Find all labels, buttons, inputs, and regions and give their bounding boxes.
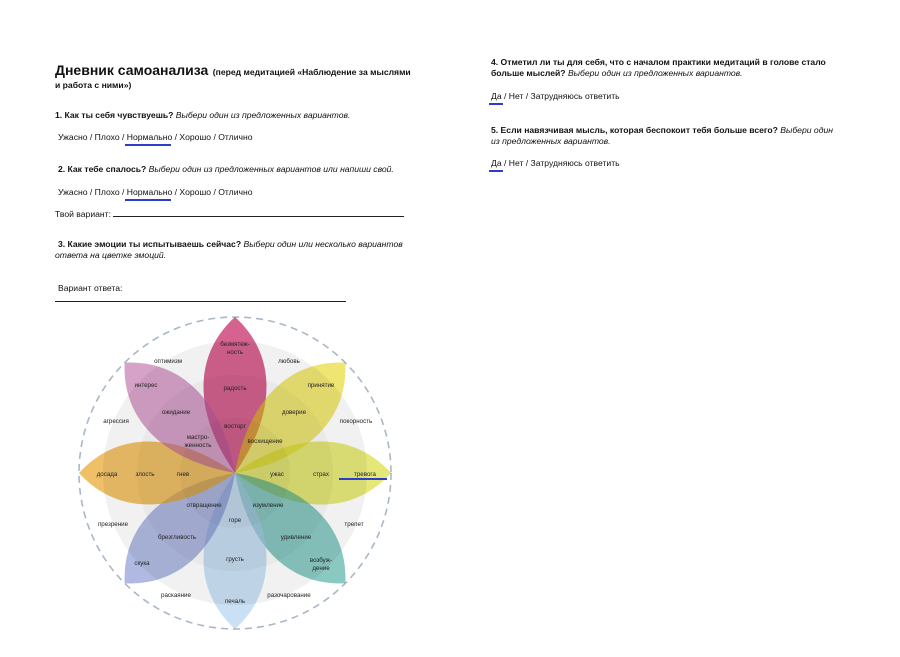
label-optimism[interactable]: оптимизм [154,358,182,365]
label-acceptance[interactable]: принятие [307,382,335,389]
label-terror[interactable]: ужас [270,471,284,478]
label-disapproval[interactable]: разочарование [267,592,311,599]
q3-hint-line2: ответа на цветке эмоций. [55,250,167,260]
label-remorse[interactable]: раскаяние [161,592,191,599]
title-sub-line2: и работа с ними») [55,80,132,90]
label-anger[interactable]: злость [135,471,155,478]
label-distraction-2[interactable]: дение [312,565,330,572]
label-rage[interactable]: гнев [176,471,190,478]
q2-own-label: Твой вариант: [55,209,111,219]
q2-question: 2. Как тебе спалось? Выбери один из предложенных вариантов или напиши свой. [58,164,394,174]
wheel-petals [79,317,391,629]
label-apprehension[interactable]: тревога [354,471,376,478]
q4-options: Да / Нет / Затрудняюсь ответить [491,91,620,101]
label-interest[interactable]: интерес [134,382,158,389]
label-amazement[interactable]: изумление [252,502,284,509]
q2-selected-underline [125,199,171,201]
q2-options: Ужасно / Плохо / Нормально / Хорошо / Отлично [58,187,253,197]
q1-question: 1. Как ты себя чувствуешь? Выбери один из предложенных вариантов. [55,110,351,120]
label-vigilance-1[interactable]: мастро- [186,434,210,441]
q4-question-line1: 4. Отметил ли ты для себя, что с началом практики медитаций в голове стало [491,57,826,67]
label-grief[interactable]: горе [228,517,242,524]
q1-selected-underline [125,144,171,146]
label-serenity-1[interactable]: безмятеж- [220,341,250,348]
label-fear[interactable]: страх [313,471,329,478]
label-admiration[interactable]: восхищение [247,438,283,445]
q5-question: 5. Если навязчивая мысль, которая беспокоит тебя больше всего? Выбери один [491,125,833,135]
label-joy[interactable]: радость [223,385,247,392]
label-awe[interactable]: трепет [344,521,364,528]
label-boredom[interactable]: скука [134,560,150,567]
q4-question-line2: больше мыслей? Выбери один из предложенных вариантов. [491,68,743,78]
label-serenity-2[interactable]: ность [226,349,244,356]
q5-selected-underline [489,170,503,172]
q2-own-answer-line[interactable] [113,216,404,217]
q3-answer-line[interactable] [55,301,346,302]
q1-options: Ужасно / Плохо / Нормально / Хорошо / Отлично [58,132,253,142]
label-trust[interactable]: доверие [281,409,307,416]
title-main: Дневник самоанализа [55,62,209,78]
label-sadness[interactable]: грусть [226,556,244,563]
label-submission[interactable]: покорность [339,418,373,425]
label-annoyance[interactable]: досада [96,471,118,478]
q3-question: 3. Какие эмоции ты испытываешь сейчас? Выбери один или несколько вариантов [58,239,403,249]
q4-selected-underline [489,103,503,105]
label-loathing[interactable]: отвращение [186,502,222,509]
label-love[interactable]: любовь [278,358,300,365]
q5-options: Да / Нет / Затрудняюсь ответить [491,158,620,168]
label-distraction-1[interactable]: возбуж- [309,557,333,564]
label-contempt[interactable]: презрение [97,521,129,528]
q3-answer-label: Вариант ответа: [58,283,123,293]
title-sub-line1: (перед медитацией «Наблюдение за мыслями [212,67,411,77]
q5-hint-line2: из предложенных вариантов. [491,136,611,146]
label-disgust[interactable]: брезгливость [157,534,197,541]
label-vigilance-2[interactable]: женность [184,442,212,449]
emotion-wheel [70,310,400,640]
label-surprise[interactable]: удивление [280,534,312,541]
document-title [55,62,415,80]
label-pensiveness[interactable]: печаль [224,598,246,605]
label-aggression[interactable]: агрессия [103,418,129,425]
label-anticipation[interactable]: ожидание [161,409,191,416]
label-ecstasy[interactable]: восторг [224,423,246,430]
